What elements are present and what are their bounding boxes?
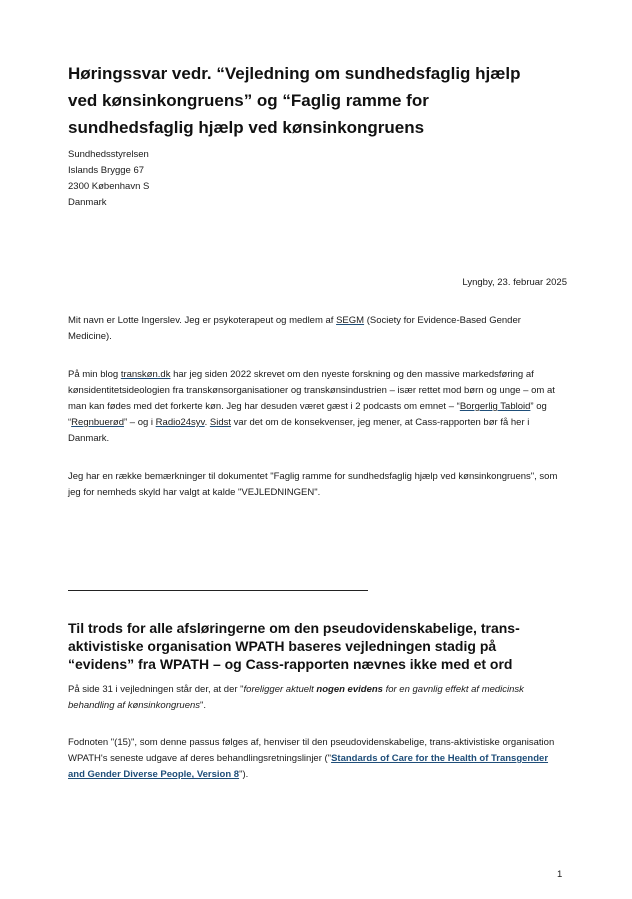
document-title: Høringssvar vedr. “Vejledning om sundhedsfaglig hjælp ved kønsinkongruens” og “Faglig ramme for sundhedsfaglig hjælp ved kønsinkongruens	[68, 64, 521, 137]
intro-paragraph	[68, 313, 564, 345]
quote-italic: foreligger aktuelt	[243, 684, 317, 695]
sidst-link[interactable]: Sidst	[209, 417, 232, 428]
text-run: ").	[239, 769, 249, 780]
text-run: Mit navn er Lotte Ingerslev. Jeg er psykoterapeut og medlem af	[68, 315, 337, 326]
recipient-address	[68, 147, 149, 211]
quote-emphasis: nogen evidens	[316, 684, 383, 695]
section-heading: Til trods for alle afsløringerne om den pseudovidenskabelige, trans-aktivistiske organisation WPATH baseres vejledningen stadig på “evidens” fra WPATH – og Cass-rapporten nævnes ikke med et ord	[68, 620, 520, 672]
regnbuerod-link[interactable]: Regnbuerød	[71, 417, 124, 428]
blog-paragraph	[68, 367, 564, 447]
standards-of-care-link[interactable]: Standards of Care for the Health of Transgender and Gender Diverse People, Version 8	[68, 753, 549, 780]
text-run: (Society for Evidence-Based Gender Medicine).	[68, 315, 521, 342]
text-run: .	[204, 417, 210, 428]
address-line: Sundhedsstyrelsen	[68, 149, 149, 160]
text-run: var det om de konsekvenser, jeg mener, at Cass-rapporten bør få her i Danmark.	[68, 417, 530, 444]
section-divider	[68, 590, 368, 591]
page-number: 1	[557, 869, 563, 880]
quote-paragraph	[68, 682, 564, 714]
blog-link[interactable]: transkøn.dk	[120, 369, 171, 380]
text-run: ” – og i	[123, 417, 156, 428]
address-line: Danmark	[68, 197, 107, 208]
borgerlig-tabloid-link[interactable]: Borgerlig Tabloid	[459, 401, 531, 412]
segm-link[interactable]: SEGM	[336, 315, 365, 326]
remarks-paragraph: Jeg har en række bemærkninger til dokumentet "Faglig ramme for sundhedsfaglig hjælp ved kønsinkongruens", som jeg for nemheds skyld har valgt at kalde "VEJLEDNINGEN".	[68, 471, 558, 498]
text-run: På side 31 i vejledningen står der, at der "	[68, 684, 244, 695]
text-run: ” og “	[68, 401, 547, 428]
letter-date: Lyngby, 23. februar 2025	[462, 277, 567, 288]
radio24syv-link[interactable]: Radio24syv	[155, 417, 205, 428]
address-line: Islands Brygge 67	[68, 165, 145, 176]
text-run: har jeg siden 2022 skrevet om den nyeste forskning og den massive markedsføring af kønsidentitetsideologien fra transkønsorganisationer og transkønsindustrien – især rettet mod børn og unge – om at man kan fødes med det forkerte køn. Jeg har desuden været gæst i 2 podcasts om emnet – “	[68, 369, 555, 412]
footnote-paragraph	[68, 735, 564, 783]
text-run: Fodnoten "(15)", som denne passus følges af, henviser til den pseudovidenskabelige, trans-aktivistiske organisation WPATH's seneste udgave af deres behandlingsretningslinjer ("	[68, 737, 555, 764]
address-line: 2300 København S	[68, 181, 150, 192]
text-run: På min blog	[68, 369, 121, 380]
text-run: ".	[200, 700, 207, 711]
quote-italic: for en gavnlig effekt af medicinsk behandling af kønsinkongruens	[68, 684, 524, 711]
